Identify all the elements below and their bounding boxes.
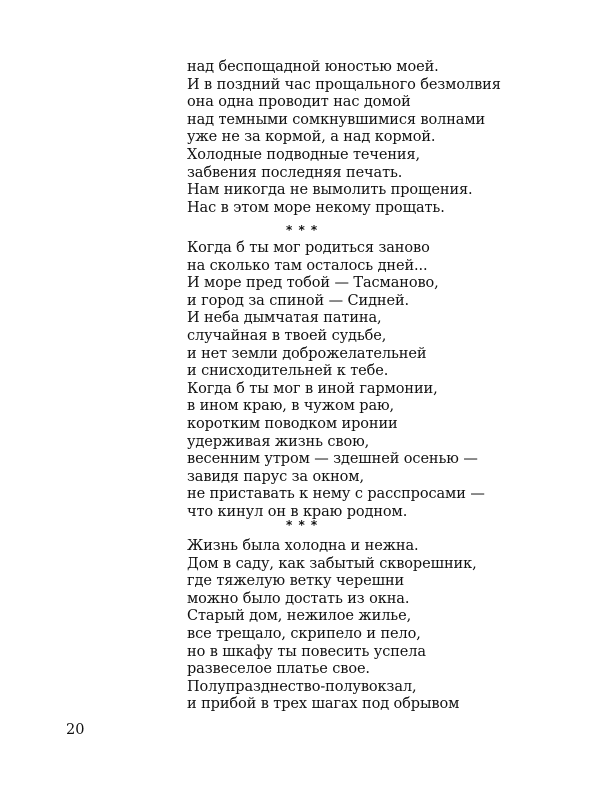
verse-line: Полупразднество-полувокзал, — [187, 678, 417, 695]
stanza-separator: * * * — [286, 518, 319, 532]
verse-line: удерживая жизнь свою, — [187, 433, 370, 450]
verse-line: И неба дымчатая патина, — [187, 310, 382, 327]
verse-line: И море пред тобой — Тасманово, — [187, 275, 439, 292]
verse-line: над беспощадной юностью моей. — [187, 59, 439, 75]
stanza-1 — [187, 59, 501, 217]
verse-line: уже не за кормой, а над кормой. — [187, 129, 436, 146]
stanza-separator: * * * — [286, 223, 319, 237]
verse-line: коротким поводком иронии — [187, 415, 398, 432]
verse-line: Когда б ты мог в иной гармонии, — [187, 380, 438, 397]
verse-line: и нет земли доброжелательней — [187, 345, 427, 362]
verse-line: И в поздний час прощального безмолвия — [187, 76, 501, 93]
verse-line: она одна проводит нас домой — [187, 94, 411, 111]
verse-line: Старый дом, нежилое жилье, — [187, 608, 412, 625]
verse-line: случайная в твоей судьбе, — [187, 327, 387, 344]
verse-line: но в шкафу ты повесить успела — [187, 643, 426, 660]
verse-line: весенним утром — здешней осенью — — [187, 451, 478, 468]
verse-line: Жизнь была холодна и нежна. — [187, 538, 419, 554]
stanza-2 — [187, 240, 485, 522]
verse-line: Дом в саду, как забытый скворешник, — [187, 555, 477, 572]
verse-line: Холодные подводные течения, — [187, 146, 421, 163]
verse-line: Нас в этом море некому прощать. — [187, 199, 445, 216]
verse-line: Нам никогда не вымолить прощения. — [187, 182, 473, 199]
verse-line: можно было достать из окна. — [187, 590, 410, 607]
stanza-3 — [187, 538, 477, 714]
verse-line: что кинул он в краю родном. — [187, 503, 408, 520]
verse-line: и город за спиной — Сидней. — [187, 292, 410, 309]
verse-line: над темными сомкнувшимися волнами — [187, 111, 486, 128]
verse-line: все трещало, скрипело и пело, — [187, 625, 421, 642]
verse-line: и прибой в трех шагах под обрывом — [187, 696, 460, 713]
page-number: 20 — [66, 722, 85, 738]
verse-line: и снисходительней к тебе. — [187, 363, 389, 380]
verse-line: не приставать к нему с расспросами — — [187, 486, 485, 503]
verse-line: где тяжелую ветку черешни — [187, 573, 405, 590]
verse-line: на сколько там осталось дней... — [187, 257, 428, 274]
verse-line: в ином краю, в чужом раю, — [187, 398, 395, 415]
verse-line: развеселое платье свое. — [187, 661, 370, 678]
verse-line: забвения последняя печать. — [187, 164, 403, 181]
verse-line: завидя парус за окном, — [187, 468, 364, 485]
verse-line: Когда б ты мог родиться заново — [187, 240, 430, 256]
